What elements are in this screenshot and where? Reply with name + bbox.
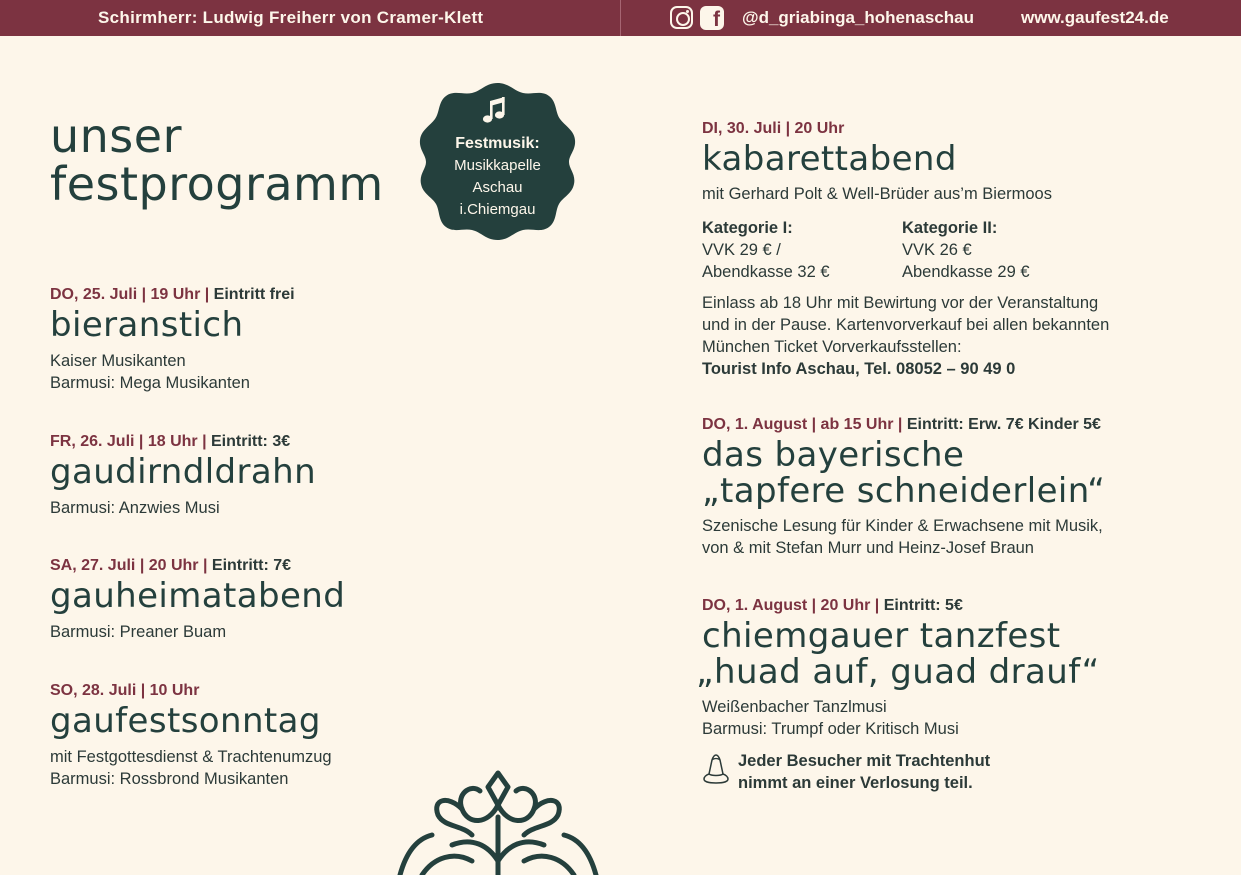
event-desc-line-2: von & mit Stefan Murr und Heinz-Josef Braun	[702, 539, 1034, 557]
event-date	[50, 682, 332, 700]
category-2-line-1: VVK 26 €	[902, 241, 972, 259]
event-desc-line-1: Kaiser Musikanten	[50, 352, 186, 370]
category-1-line-2: Abendkasse 32 €	[702, 263, 830, 281]
info-line-1: Einlass ab 18 Uhr mit Bewirtung vor der Veranstaltung	[702, 294, 1099, 312]
social-handle[interactable]: @d_griabinga_hohenaschau	[742, 8, 974, 27]
event-title: gaudirndldrahn	[50, 452, 317, 492]
info-line-2: und in der Pause. Kartenvorverkauf bei allen bekannten	[702, 316, 1110, 334]
event-bieranstich	[50, 286, 295, 394]
event-date-text: DO, 25. Juli | 19 Uhr |	[50, 286, 210, 303]
category-2	[902, 217, 1030, 283]
badge-line-3: i.Chiemgau	[459, 201, 536, 218]
badge-line-2: Aschau	[472, 179, 523, 196]
event-desc-line-2: Barmusi: Mega Musikanten	[50, 374, 250, 392]
title-line-1: unser	[50, 109, 182, 163]
event-entry: Eintritt: Erw. 7€ Kinder 5€	[902, 416, 1101, 433]
event-desc-line-1: Barmusi: Preaner Buam	[50, 623, 227, 641]
event-title-line-2: „huad auf, guad drauf“	[696, 652, 1100, 692]
event-desc: mit Gerhard Polt & Well-Brüder aus’m Biermoos	[702, 185, 1052, 203]
event-entry: Eintritt frei	[209, 286, 295, 303]
category-1	[702, 217, 830, 283]
title-line-2: festprogramm	[50, 157, 384, 211]
badge-text	[419, 133, 576, 221]
event-date-text: DO, 1. August | 20 Uhr |	[702, 597, 880, 614]
category-2-line-2: Abendkasse 29 €	[902, 263, 1030, 281]
top-bar	[0, 0, 1241, 36]
event-title-line-1: chiemgauer tanzfest	[702, 616, 1061, 656]
event-entry: Eintritt: 5€	[879, 597, 963, 614]
category-1-label: Kategorie I:	[702, 219, 793, 237]
event-gaufestsonntag	[50, 682, 332, 790]
ornament-icon	[392, 765, 604, 875]
instagram-icon[interactable]	[670, 6, 693, 29]
event-date	[702, 416, 1105, 434]
event-schneiderlein	[702, 416, 1105, 559]
category-2-label: Kategorie II:	[902, 219, 998, 237]
event-entry: Eintritt: 7€	[207, 557, 292, 574]
event-date	[50, 557, 345, 575]
event-kabarettabend	[702, 120, 1052, 205]
hat-note-line-2: nimmt an einer Verlosung teil.	[738, 774, 973, 792]
event-tanzfest	[696, 597, 1100, 740]
kabarett-info	[702, 292, 1109, 380]
event-title: kabarettabend	[702, 139, 957, 179]
event-title-line-1: das bayerische	[702, 435, 965, 475]
event-title: gaufestsonntag	[50, 701, 321, 741]
event-date-text: SA, 27. Juli | 20 Uhr |	[50, 557, 208, 574]
page-title	[50, 109, 384, 211]
badge-line-1: Musikkapelle	[454, 157, 541, 174]
event-gauheimatabend	[50, 557, 345, 643]
hat-icon	[702, 752, 730, 784]
event-desc-line-1: Weißenbacher Tanzlmusi	[702, 698, 887, 716]
hat-note-line-1: Jeder Besucher mit Trachtenhut	[738, 752, 991, 770]
info-line-3: München Ticket Vorverkaufsstellen:	[702, 338, 962, 356]
event-desc-line-1: mit Festgottesdienst & Trachtenumzug	[50, 748, 332, 766]
event-title: bieranstich	[50, 305, 244, 345]
event-title-line-2: „tapfere schneiderlein“	[702, 471, 1106, 511]
facebook-icon[interactable]: f	[700, 6, 724, 30]
event-desc-line-1: Barmusi: Anzwies Musi	[50, 499, 220, 517]
top-bar-divider	[620, 0, 621, 36]
event-date-text: DO, 1. August | ab 15 Uhr |	[702, 416, 903, 433]
badge-label: Festmusik:	[455, 135, 540, 152]
event-entry: Eintritt: 3€	[206, 433, 291, 450]
event-date: DI, 30. Juli | 20 Uhr	[702, 120, 845, 137]
festmusik-badge	[419, 81, 576, 242]
event-desc-line-1: Szenische Lesung für Kinder & Erwachsene mit Musik,	[702, 517, 1103, 535]
patron-text: Schirmherr: Ludwig Freiherr von Cramer-Klett	[98, 8, 484, 27]
event-desc-line-2: Barmusi: Trumpf oder Kritisch Musi	[702, 720, 959, 738]
event-date	[50, 433, 316, 451]
website-link[interactable]: www.gaufest24.de	[1021, 8, 1169, 27]
event-date	[702, 597, 1100, 615]
event-gaudirndldrahn	[50, 433, 316, 519]
event-date-text: SO, 28. Juli | 10 Uhr	[50, 682, 200, 699]
event-date	[50, 286, 295, 304]
category-1-line-1: VVK 29 € /	[702, 241, 781, 259]
event-title: gauheimatabend	[50, 576, 346, 616]
info-contact: Tourist Info Aschau, Tel. 08052 – 90 49 0	[702, 360, 1016, 378]
event-date-text: FR, 26. Juli | 18 Uhr |	[50, 433, 207, 450]
hat-note-text	[738, 750, 990, 794]
event-desc-line-2: Barmusi: Rossbrond Musikanten	[50, 770, 289, 788]
